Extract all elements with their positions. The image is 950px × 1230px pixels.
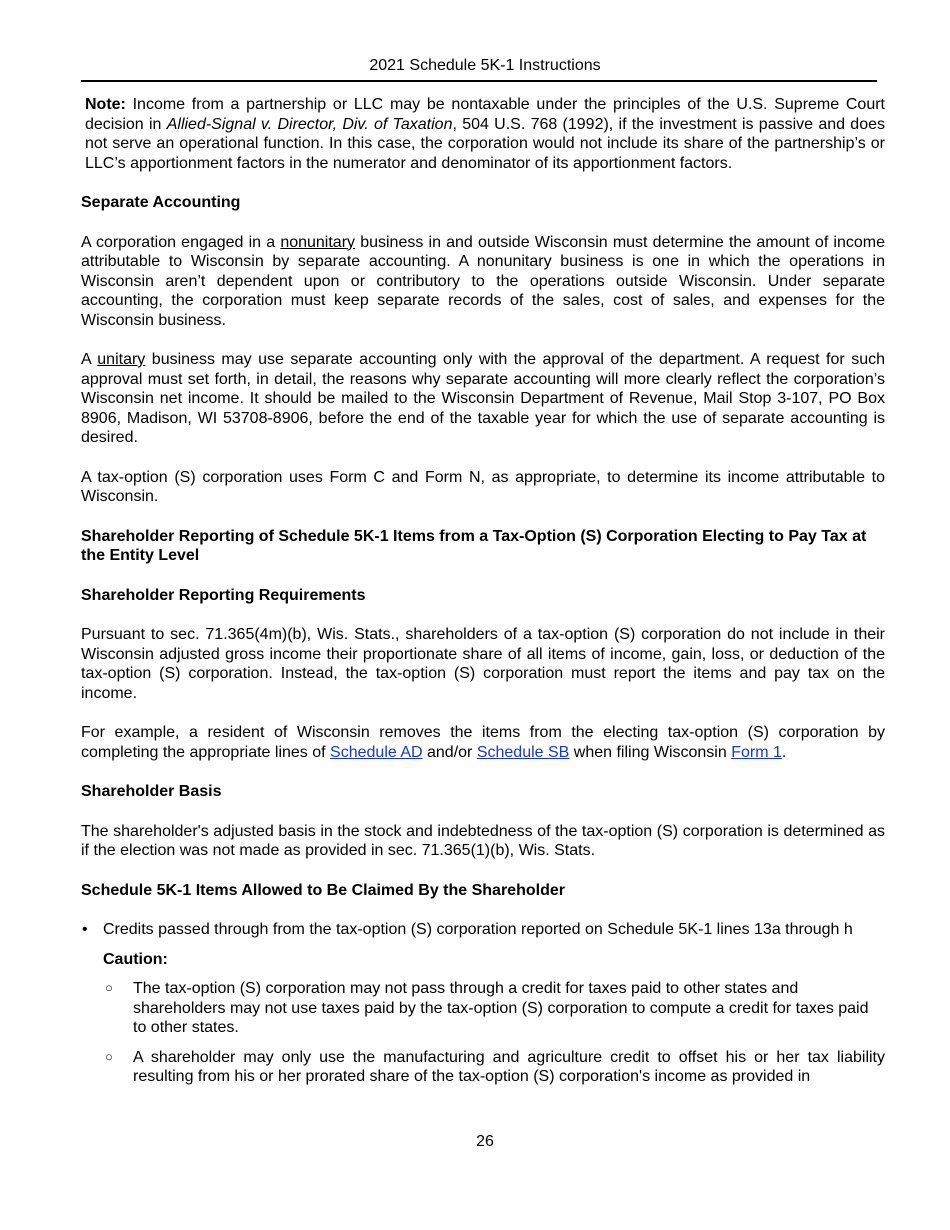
circle-bullet-icon: ○ [105,980,113,995]
requirements-text-c: when filing Wisconsin [569,743,732,761]
nonunitary-paragraph [81,233,885,331]
requirements-text-a: For example, a resident of Wisconsin removes the items from the electing tax-option (S) corporation by completing the appropriate lines of [81,724,885,761]
caution-text-2: A shareholder may only use the manufacturing and agriculture credit to offset his or her tax liability resulting from his or her prorated share of the tax-option (S) corporation's income as provided in [133,1048,885,1085]
note-text-2: , 504 U.S. 768 (1992), if the investment is passive and does not serve an operational function. In this case, the corporation would not include its share of the partnership’s or LLC’s apportionment factors in the numerator and denominator of its apportionment factors. [85,115,885,172]
document-body [81,95,885,1097]
items-bullet-list [81,920,885,940]
basis-heading: Shareholder Basis [81,783,222,800]
circle-bullet-icon: ○ [105,1048,113,1064]
requirements-text-b: and/or [422,743,477,761]
bullet-text: Credits passed through from the tax-option (S) corporation reported on Schedule 5K-1 lines 13a through h [103,921,853,938]
page-number: 26 [476,1133,494,1150]
caution-sub-list [103,979,885,1087]
requirements-heading: Shareholder Reporting Requirements [81,586,366,604]
unitary-text-b: business may use separate accounting only with the approval of the department. A request for such approval must set forth, in detail, the reasons why separate accounting will more clearly reflect the corporation’s Wisconsin net income. It should be mailed to the Wisconsin Department of Revenue, Mail Stop 3-107, PO Box 8906, Madison, WI 53708-8906, before the end of the taxable year for which the use of separate accounting is desired. [81,351,886,446]
case-name: Allied-Signal v. Director, Div. of Taxation [166,115,453,133]
unitary-text-a: A [81,351,98,368]
requirements-paragraph-1: Pursuant to sec. 71.365(4m)(b), Wis. Stats., shareholders of a tax-option (S) corporation do not include in their Wisconsin adjusted gross income their proportionate share of all items of income, gain, loss, or deduction of the tax-option (S) corporation. Instead, the tax-option (S) corporation must report the items and pay tax on the income. [81,626,885,702]
schedule-ad-link[interactable]: Schedule AD [330,743,423,761]
separate-accounting-heading: Separate Accounting [81,194,241,211]
note-text-1: Income from a partnership or LLC may be nontaxable under the principles of the U.S. Supreme Court decision in [85,96,885,133]
nonunitary-text-b: business in and outside Wisconsin must determine the amount of income attributable to Wisconsin by separate accounting. A nonunitary business is one in which the operations in Wisconsin aren’t dependent upon or contributory to the operations outside Wisconsin. Under separate accounting, the corporation must keep separate records of the sales, cost of sales, and expenses for the Wisconsin business. [81,233,886,329]
requirements-text-d: . [781,743,787,761]
requirements-paragraph-2 [81,723,885,762]
unitary-term: unitary [97,351,146,368]
caution-label: Caution: [103,950,168,968]
items-allowed-heading: Schedule 5K-1 Items Allowed to Be Claimed By the Shareholder [81,881,565,899]
note-paragraph [81,95,885,173]
schedule-sb-link[interactable]: Schedule SB [476,743,570,761]
bullet-icon: • [82,921,88,938]
note-label: Note: [85,96,126,113]
list-item [103,979,885,1038]
nonunitary-term: nonunitary [280,233,356,251]
shareholder-reporting-heading: Shareholder Reporting of Schedule 5K-1 Items from a Tax-Option (S) Corporation Electing to Pay Tax at the Entity Level [81,527,867,564]
header-divider [81,80,877,82]
form-1-link[interactable]: Form 1 [731,743,782,761]
list-item [103,1048,885,1087]
list-item [81,920,885,940]
nonunitary-text-a: A corporation engaged in a [81,233,281,251]
tax-option-paragraph: A tax-option (S) corporation uses Form C and Form N, as appropriate, to determine its income attributable to Wisconsin. [81,468,885,505]
caution-text-1: The tax-option (S) corporation may not pass through a credit for taxes paid to other states and shareholders may not use taxes paid by the tax-option (S) corporation to compute a credit for taxes paid to other states. [133,980,869,1036]
page-header-title: 2021 Schedule 5K-1 Instructions [369,57,601,74]
unitary-paragraph [81,350,885,448]
basis-paragraph: The shareholder's adjusted basis in the stock and indebtedness of the tax-option (S) corporation is determined as if the election was not made as provided in sec. 71.365(1)(b), Wis. Stats. [81,822,885,859]
